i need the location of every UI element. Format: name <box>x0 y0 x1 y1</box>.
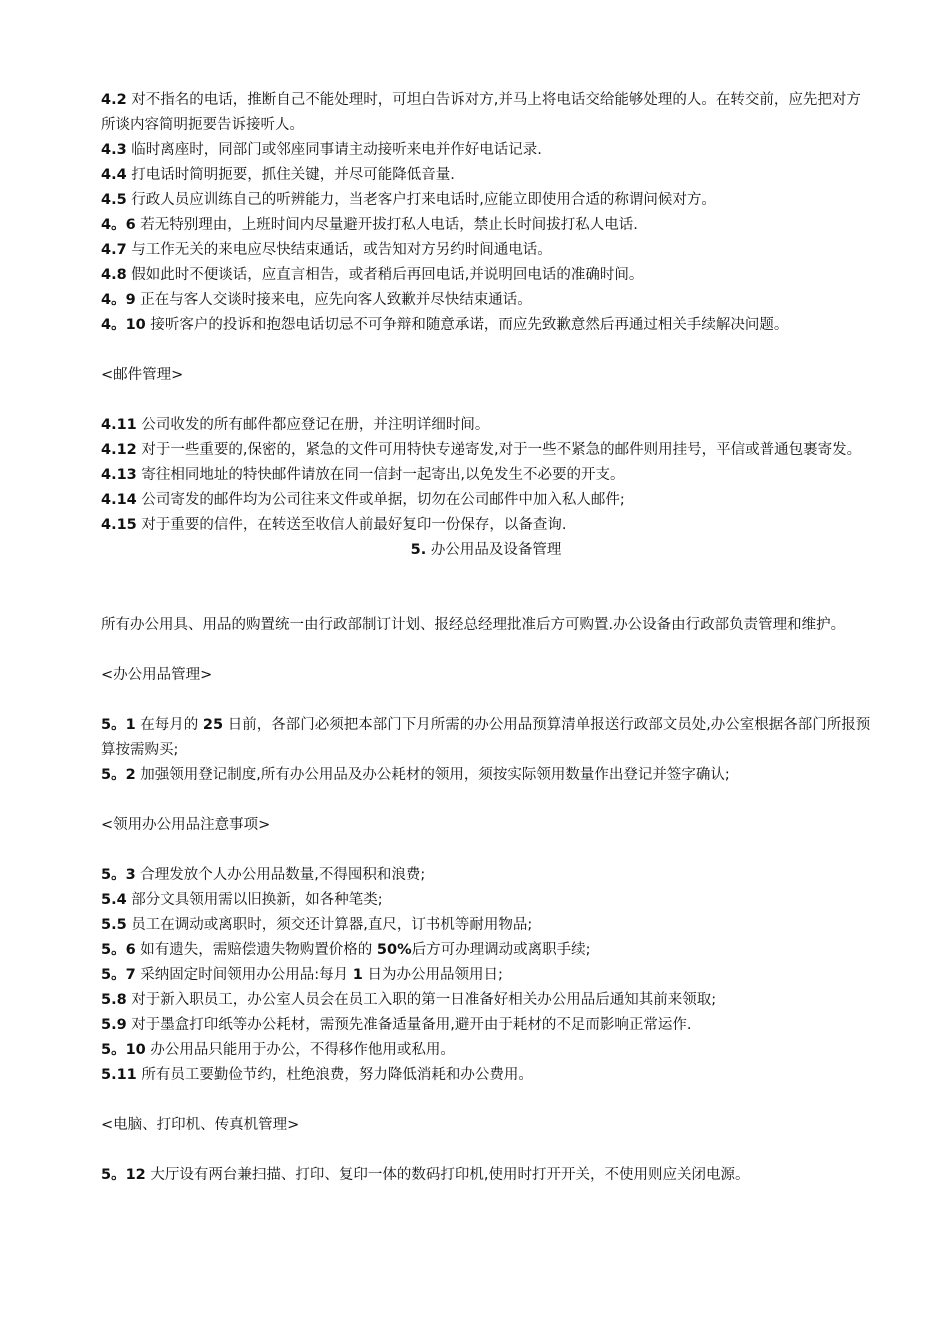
item-inline-number: 25 <box>202 717 224 733</box>
item-inline-number: 1 <box>352 967 363 983</box>
item-number: 4.14 <box>101 492 137 508</box>
spacer <box>101 338 871 363</box>
item-text: 打电话时简明扼要，抓住关键，并尽可能降低音量. <box>126 167 455 183</box>
supplies-notes-heading: <领用办公用品注意事项> <box>101 817 271 833</box>
paragraph-5-10 <box>101 1038 871 1063</box>
paragraph-4-7 <box>101 238 871 263</box>
item-number: 5.5 <box>101 917 127 933</box>
item-number: 5.9 <box>101 1017 127 1033</box>
item-text: 对于重要的信件，在转送至收信人前最好复印一份保存，以备查询. <box>136 517 567 533</box>
item-number: 4.8 <box>101 267 127 283</box>
paragraph-4-14 <box>101 488 871 513</box>
spacer <box>101 1138 871 1163</box>
item-number: 5。12 <box>101 1167 146 1183</box>
item-text: 如有遗失，需赔偿遗失物购置价格的 <box>135 942 377 958</box>
spacer <box>101 638 871 663</box>
supplies-management-heading: <办公用品管理> <box>101 667 213 683</box>
paragraph-4-13 <box>101 463 871 488</box>
spacer <box>101 788 871 813</box>
paragraph-4-2 <box>101 88 871 138</box>
item-number: 5.8 <box>101 992 127 1008</box>
spacer <box>101 688 871 713</box>
item-number: 4.7 <box>101 242 127 258</box>
item-number: 4.11 <box>101 417 137 433</box>
paragraph-4-8 <box>101 263 871 288</box>
paragraph-5-11 <box>101 1063 871 1088</box>
item-text: 对于一些重要的,保密的，紧急的文件可用特快专递寄发,对于一些不紧急的邮件则用挂号，平信或普通包裹寄发。 <box>136 442 862 458</box>
paragraph-5-12 <box>101 1163 871 1188</box>
item-text-continued: 日为办公用品领用日; <box>362 967 503 983</box>
section-title-text: 办公用品及设备管理 <box>426 542 562 558</box>
paragraph-5-4 <box>101 888 871 913</box>
item-number: 5。3 <box>101 867 136 883</box>
item-number: 5。10 <box>101 1042 146 1058</box>
item-number: 5。1 <box>101 717 136 733</box>
paragraph-5-1 <box>101 713 871 763</box>
paragraph-4-15 <box>101 513 871 538</box>
item-text: 办公用品只能用于办公，不得移作他用或私用。 <box>145 1042 455 1058</box>
item-text: 员工在调动或离职时，须交还计算器,直尺，订书机等耐用物品; <box>126 917 533 933</box>
item-text-continued: 日前，各部门必须把本部门下月所需的办公用品预算清单报送行政部文员处,办公室根据各部门所报预算按需购买; <box>101 717 871 758</box>
item-text: 对不指名的电话，推断自己不能处理时，可坦白告诉对方,并马上将电话交给能够处理的人。在转交前，应先把对方所谈内容简明扼要告诉接听人。 <box>101 92 861 133</box>
paragraph-4-5 <box>101 188 871 213</box>
spacer <box>101 563 871 588</box>
item-number: 5。2 <box>101 767 136 783</box>
item-text: 假如此时不便谈话，应直言相告，或者稍后再回电话,并说明回电话的准确时间。 <box>126 267 644 283</box>
item-number: 5。6 <box>101 942 136 958</box>
item-text: 若无特别理由，上班时间内尽量避开拔打私人电话，禁止长时间拔打私人电话. <box>135 217 638 233</box>
item-text: 公司寄发的邮件均为公司往来文件或单据，切勿在公司邮件中加入私人邮件; <box>136 492 625 508</box>
paragraph-4-10 <box>101 313 871 338</box>
spacer <box>101 838 871 863</box>
section-5-intro: 所有办公用具、用品的购置统一由行政部制订计划、报经总经理批准后方可购置.办公设备由行政部负责管理和维护。 <box>101 617 846 633</box>
paragraph-5-8 <box>101 988 871 1013</box>
item-text: 临时离座时，同部门或邻座同事请主动接听来电并作好电话记录. <box>126 142 542 158</box>
paragraph-5-2 <box>101 763 871 788</box>
item-number: 4.12 <box>101 442 137 458</box>
item-text: 合理发放个人办公用品数量,不得囤积和浪费; <box>135 867 426 883</box>
paragraph-5-6 <box>101 938 871 963</box>
spacer <box>101 1088 871 1113</box>
item-number: 4.4 <box>101 167 127 183</box>
item-number: 4.15 <box>101 517 137 533</box>
document-page <box>101 88 871 1188</box>
item-number: 4.2 <box>101 92 127 108</box>
item-text: 部分文具领用需以旧换新，如各种笔类; <box>126 892 383 908</box>
item-text: 加强领用登记制度,所有办公用品及办公耗材的领用，须按实际领用数量作出登记并签字确认; <box>135 767 730 783</box>
item-text: 接听客户的投诉和抱怨电话切忌不可争辩和随意承诺，而应先致歉意然后再通过相关手续解决问题。 <box>145 317 789 333</box>
item-text: 在每月的 <box>135 717 203 733</box>
item-number: 5.11 <box>101 1067 137 1083</box>
item-text: 寄往相同地址的特快邮件请放在同一信封一起寄出,以免发生不必要的开支。 <box>136 467 625 483</box>
section-5-title <box>101 538 871 563</box>
item-number: 4。9 <box>101 292 136 308</box>
item-text: 正在与客人交谈时接来电，应先向客人致歉并尽快结束通话。 <box>135 292 532 308</box>
item-number: 4。10 <box>101 317 146 333</box>
item-text: 采纳固定时间领用办公用品:每月 <box>135 967 353 983</box>
item-text-continued: 后方可办理调动或离职手续; <box>411 942 591 958</box>
paragraph-4-11 <box>101 413 871 438</box>
item-inline-number: 50% <box>376 942 412 958</box>
item-text: 大厅设有两台兼扫描、打印、复印一体的数码打印机,使用时打开开关，不使用则应关闭电源。 <box>145 1167 750 1183</box>
item-text: 对于新入职员工，办公室人员会在员工入职的第一日准备好相关办公用品后通知其前来领取; <box>126 992 717 1008</box>
paragraph-4-9 <box>101 288 871 313</box>
paragraph-5-9 <box>101 1013 871 1038</box>
item-number: 4.3 <box>101 142 127 158</box>
item-number: 5.4 <box>101 892 127 908</box>
equipment-management-heading: <电脑、打印机、传真机管理> <box>101 1117 300 1133</box>
paragraph-4-12 <box>101 438 871 463</box>
item-number: 4.13 <box>101 467 137 483</box>
item-text: 行政人员应训练自己的听辨能力，当老客户打来电话时,应能立即使用合适的称谓问候对方。 <box>126 192 716 208</box>
paragraph-4-6 <box>101 213 871 238</box>
item-number: 4。6 <box>101 217 136 233</box>
spacer <box>101 588 871 613</box>
item-text: 所有员工要勤俭节约，杜绝浪费，努力降低消耗和办公费用。 <box>136 1067 533 1083</box>
mail-management-heading: <邮件管理> <box>101 367 184 383</box>
item-number: 5。7 <box>101 967 136 983</box>
spacer <box>101 388 871 413</box>
section-number: 5. <box>410 542 427 558</box>
paragraph-5-5 <box>101 913 871 938</box>
paragraph-4-4 <box>101 163 871 188</box>
paragraph-5-7 <box>101 963 871 988</box>
item-text: 公司收发的所有邮件都应登记在册，并注明详细时间。 <box>136 417 490 433</box>
item-number: 4.5 <box>101 192 127 208</box>
item-text: 与工作无关的来电应尽快结束通话，或告知对方另约时间通电话。 <box>126 242 552 258</box>
paragraph-5-3 <box>101 863 871 888</box>
paragraph-4-3 <box>101 138 871 163</box>
item-text: 对于墨盒打印纸等办公耗材，需预先准备适量备用,避开由于耗材的不足而影响正常运作. <box>126 1017 692 1033</box>
